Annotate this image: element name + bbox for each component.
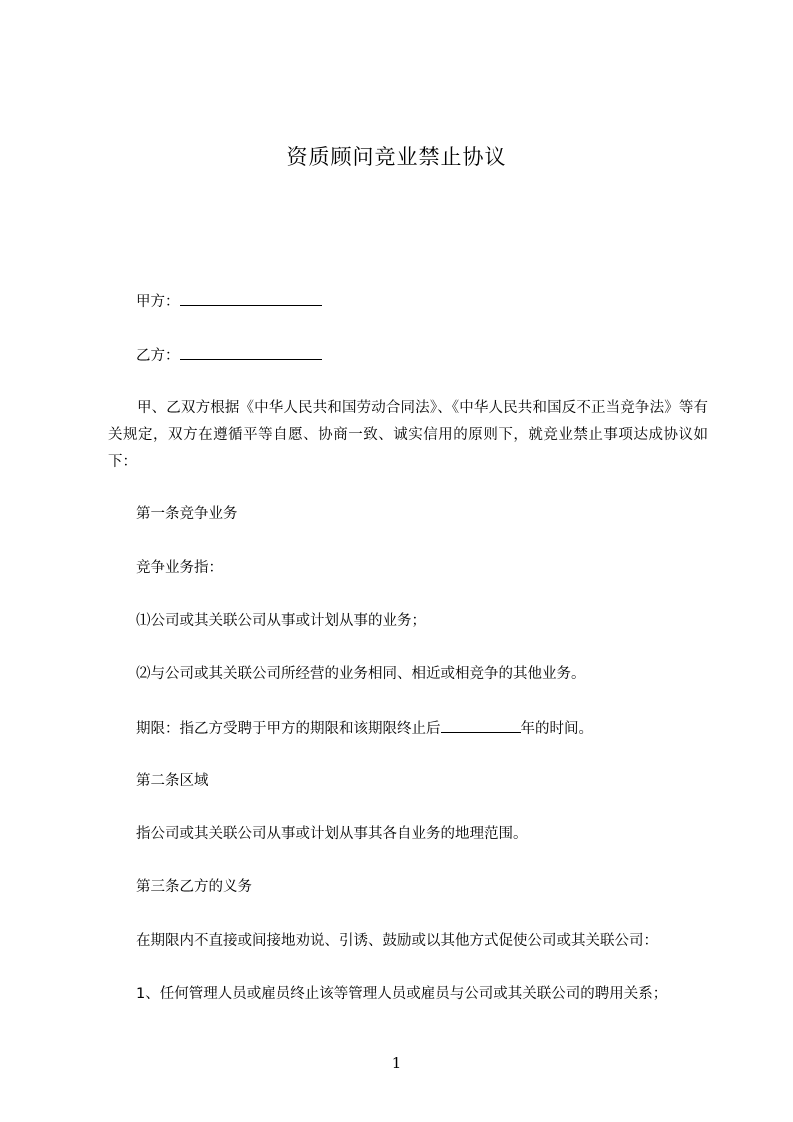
article1-item2: ⑵与公司或其关联公司所经营的业务相同、相近或相竞争的其他业务。: [136, 666, 586, 682]
article1-heading: 第一条竞争业务: [136, 506, 238, 522]
article1-item1: ⑴公司或其关联公司从事或计划从事的业务；: [136, 613, 426, 629]
party-a-blank: [180, 290, 322, 306]
article3-item1: 1、任何管理人员或雇员终止该等管理人员或雇员与公司或其关联公司的聘用关系；: [136, 986, 668, 1002]
term-suffix: 年的时间。: [520, 721, 593, 737]
intro-paragraph: 甲、乙双方根据《中华人民共和国劳动合同法》、《中华人民共和国反不正当竞争法》等有关规定，双方在遵循平等自愿、协商一致、诚实信用的原则下，就竞业禁止事项达成协议如下：: [108, 400, 708, 470]
article2-text: 指公司或其关联公司从事或计划从事其各自业务的地理范围。: [136, 826, 528, 842]
party-b-line: [136, 344, 322, 366]
term-line: [136, 717, 593, 739]
article1-lead: 竞争业务指：: [136, 560, 223, 576]
article2-heading: 第二条区域: [136, 773, 209, 789]
party-b-label: 乙方：: [136, 348, 180, 364]
term-prefix: 期限：指乙方受聘于甲方的期限和该期限终止后: [136, 721, 441, 737]
party-b-blank: [180, 344, 322, 360]
party-a-line: [136, 290, 322, 312]
term-blank: [441, 717, 521, 733]
article3-lead: 在期限内不直接或间接地劝说、引诱、鼓励或以其他方式促使公司或其关联公司：: [136, 933, 658, 949]
page-number: 1: [391, 1054, 402, 1072]
document-title: 资质顾问竞业禁止协议: [286, 145, 507, 169]
party-a-label: 甲方：: [136, 294, 180, 310]
article3-heading: 第三条乙方的义务: [136, 879, 252, 895]
